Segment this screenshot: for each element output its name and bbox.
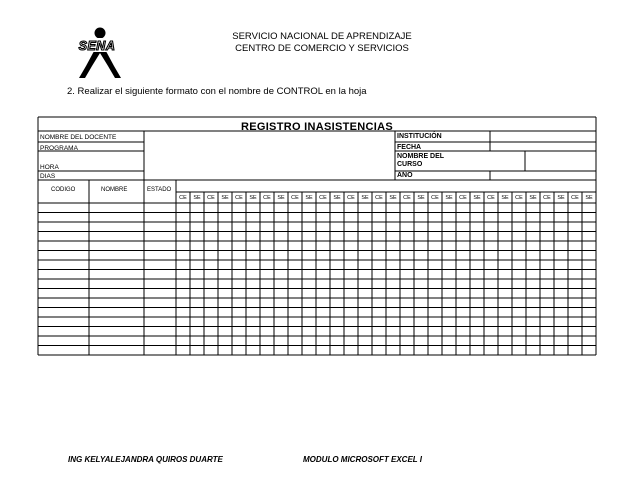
sub-column-label: SE xyxy=(389,195,397,201)
sub-column-label: CE xyxy=(207,195,215,201)
sub-column-label: SE xyxy=(445,195,453,201)
instruction-text: 2. Realizar el siguiente formato con el nombre de CONTROL en la hoja xyxy=(67,86,367,97)
sub-column-label: CE xyxy=(571,195,579,201)
label-programa: PROGRAMA xyxy=(40,145,78,152)
sub-column-label: SE xyxy=(361,195,369,201)
label-fecha: FECHA xyxy=(397,144,422,151)
sub-column-label: CE xyxy=(179,195,187,201)
sub-column-label: CE xyxy=(431,195,439,201)
label-curso-1: NOMBRE DEL xyxy=(397,153,445,160)
sub-column-label: CE xyxy=(263,195,271,201)
label-docente: NOMBRE DEL DOCENTE xyxy=(40,134,117,141)
sub-column-label: SE xyxy=(221,195,229,201)
sub-column-label: CE xyxy=(235,195,243,201)
sub-column-label: SE xyxy=(417,195,425,201)
label-dias: DIAS xyxy=(40,173,56,180)
sub-column-label: SE xyxy=(529,195,537,201)
sub-column-label: CE xyxy=(543,195,551,201)
footer-author: ING KELYALEJANDRA QUIROS DUARTE xyxy=(68,455,223,464)
label-curso-2: CURSO xyxy=(397,161,423,168)
sub-column-label: CE xyxy=(403,195,411,201)
sub-column-label: CE xyxy=(515,195,523,201)
sub-column-label: CE xyxy=(347,195,355,201)
center-name: CENTRO DE COMERCIO Y SERVICIOS xyxy=(235,43,409,54)
sub-column-label: CE xyxy=(375,195,383,201)
sub-column-label: CE xyxy=(459,195,467,201)
sub-column-label: CE xyxy=(487,195,495,201)
label-institucion: INSTITUCIÓN xyxy=(397,133,442,140)
col-codigo: CODIGO xyxy=(51,187,76,193)
sub-column-label: SE xyxy=(193,195,201,201)
sub-column-label: SE xyxy=(305,195,313,201)
logo-text: SENA xyxy=(78,39,116,53)
col-estado: ESTADO xyxy=(147,187,172,193)
label-anio: AÑO xyxy=(397,172,413,179)
footer-module: MODULO MICROSOFT EXCEL I xyxy=(303,455,422,464)
sub-column-label: SE xyxy=(501,195,509,201)
sub-column-label: CE xyxy=(319,195,327,201)
label-hora: HORA xyxy=(40,164,59,171)
sub-column-label: SE xyxy=(277,195,285,201)
sub-column-label: SE xyxy=(249,195,257,201)
sub-column-label: SE xyxy=(585,195,593,201)
sub-column-label: CE xyxy=(291,195,299,201)
form-title: REGISTRO INASISTENCIAS xyxy=(240,121,394,133)
col-nombre: NOMBRE xyxy=(101,187,128,193)
institution-name: SERVICIO NACIONAL DE APRENDIZAJE xyxy=(232,31,412,42)
sub-column-label: SE xyxy=(557,195,565,201)
sub-column-label: SE xyxy=(333,195,341,201)
sub-column-label: SE xyxy=(473,195,481,201)
